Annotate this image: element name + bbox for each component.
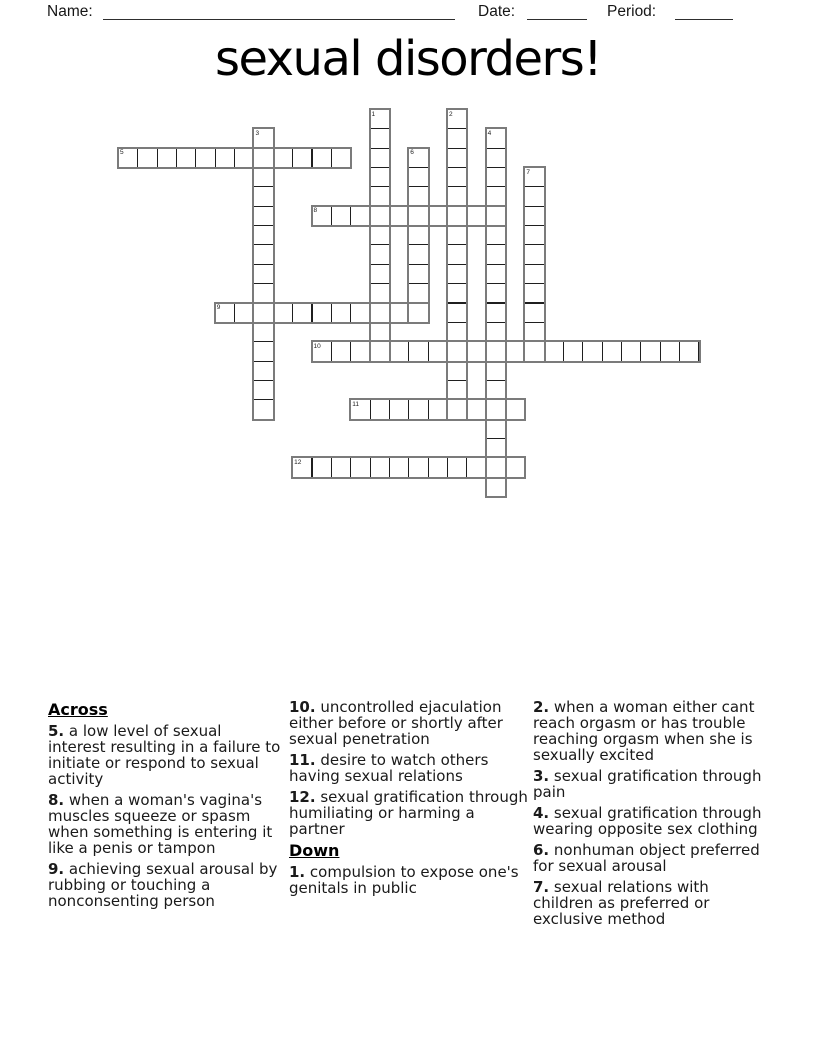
- grid-cell: [408, 244, 428, 264]
- grid-cell: [447, 341, 467, 361]
- clue-across-12: 12. sexual gratification through humiliating or harming a partner: [289, 788, 528, 838]
- grid-cell: [389, 399, 409, 419]
- grid-cell: [195, 148, 215, 168]
- grid-cell: [524, 341, 544, 361]
- grid-cell: [370, 322, 390, 342]
- grid-cell: [486, 264, 506, 284]
- grid-cell: [447, 361, 467, 381]
- grid-cell: [486, 225, 506, 245]
- grid-cell: [524, 244, 544, 264]
- grid-cell: [544, 341, 564, 361]
- grid-cell: [408, 457, 428, 477]
- grid-cell: [505, 457, 525, 477]
- grid-cell: [486, 186, 506, 206]
- grid-cell: [331, 303, 351, 323]
- grid-cell: [486, 244, 506, 264]
- clue-section-header-down: Down: [289, 841, 340, 860]
- grid-cell: [253, 244, 273, 264]
- name-label: Name:: [47, 3, 93, 20]
- grid-number-3: 3: [255, 129, 260, 137]
- grid-cell: [137, 148, 157, 168]
- grid-cell: [408, 206, 428, 226]
- grid-cell: [447, 244, 467, 264]
- grid-cell: [389, 341, 409, 361]
- grid-cell: [292, 303, 312, 323]
- grid-cell: [524, 303, 544, 323]
- grid-cell: [253, 399, 273, 419]
- grid-number-9: 9: [216, 304, 221, 311]
- grid-cell: [428, 399, 448, 419]
- grid-number-11: 11: [352, 400, 359, 408]
- grid-cell: [640, 341, 660, 361]
- grid-cell: [253, 186, 273, 206]
- clue-down-6: 6. nonhuman object preferred for sexual arousal: [533, 841, 760, 875]
- grid-cell: [582, 341, 602, 361]
- grid-cell: [524, 186, 544, 206]
- grid-cell: [447, 457, 467, 477]
- grid-cell: [505, 399, 525, 419]
- grid-cell: [389, 303, 409, 323]
- grid-cell: [370, 283, 390, 303]
- page-title: sexual disorders!: [214, 31, 602, 87]
- clue-down-4: 4. sexual gratification through wearing opposite sex clothing: [533, 804, 762, 838]
- grid-cell: [215, 148, 235, 168]
- grid-cell: [253, 380, 273, 400]
- grid-cell: [486, 148, 506, 168]
- clue-column-1: [48, 699, 281, 914]
- grid-cell: [524, 322, 544, 342]
- clue-number: 10.: [289, 698, 316, 716]
- clue-down-1: 1. compulsion to expose one's genitals in public: [289, 863, 519, 897]
- grid-cell: [370, 264, 390, 284]
- grid-cell: [408, 264, 428, 284]
- grid-number-5: 5: [120, 149, 124, 157]
- clue-down-3: 3. sexual gratification through pain: [533, 767, 762, 801]
- grid-cell: [253, 283, 273, 303]
- grid-cell: [486, 167, 506, 187]
- grid-cell: [447, 186, 467, 206]
- clue-down-7: 7. sexual relations with children as preferred or exclusive method: [533, 878, 710, 928]
- clue-number: 12.: [289, 788, 316, 806]
- grid-cell: [447, 399, 467, 419]
- grid-cell: [370, 128, 390, 148]
- grid-number-4: 4: [487, 129, 492, 137]
- grid-cell: [312, 457, 332, 477]
- grid-cell: [524, 283, 544, 303]
- grid-cell: [486, 477, 506, 497]
- grid-cell: [408, 167, 428, 187]
- clue-number: 5.: [48, 722, 65, 740]
- clue-number: 2.: [533, 698, 550, 716]
- grid-cell: [370, 244, 390, 264]
- grid-cell: [447, 148, 467, 168]
- grid-cell: [428, 457, 448, 477]
- clue-column-3: [533, 699, 773, 932]
- grid-cell: [524, 225, 544, 245]
- grid-cell: [389, 457, 409, 477]
- grid-cell: [408, 283, 428, 303]
- grid-cell: [234, 303, 254, 323]
- grid-cell: [370, 225, 390, 245]
- period-label: Period:: [607, 3, 657, 20]
- grid-cell: [370, 167, 390, 187]
- clue-number: 1.: [289, 863, 306, 881]
- grid-cell: [505, 341, 525, 361]
- grid-cell: [370, 457, 390, 477]
- grid-cell: [370, 186, 390, 206]
- grid-cell: [466, 399, 486, 419]
- clue-number: 8.: [48, 791, 65, 809]
- clue-section-header-across: Across: [48, 700, 108, 719]
- clue-number: 4.: [533, 804, 550, 822]
- grid-cell: [486, 399, 506, 419]
- grid-cell: [408, 341, 428, 361]
- grid-cell: [428, 341, 448, 361]
- grid-cell: [350, 341, 370, 361]
- grid-cell: [370, 206, 390, 226]
- grid-cell: [660, 341, 680, 361]
- clue-number: 9.: [48, 860, 65, 878]
- grid-cell: [312, 148, 332, 168]
- grid-cell: [350, 206, 370, 226]
- grid-cell: [253, 206, 273, 226]
- clue-across-8: 8. when a woman's vagina's muscles squeeze or spasm when something is entering it like a penis or tampon: [48, 791, 273, 857]
- grid-number-12: 12: [294, 458, 302, 466]
- clue-number: 3.: [533, 767, 550, 785]
- clue-across-10: 10. uncontrolled ejaculation either before or shortly after sexual penetration: [289, 698, 503, 748]
- grid-cell: [253, 264, 273, 284]
- clue-down-2: 2. when a woman either cant reach orgasm or has trouble reaching orgasm when she is sexually excited: [533, 698, 755, 764]
- grid-number-7: 7: [526, 168, 530, 176]
- grid-cell: [408, 186, 428, 206]
- grid-cell: [253, 148, 273, 168]
- date-label: Date:: [478, 3, 516, 20]
- grid-cell: [447, 303, 467, 323]
- grid-cell: [331, 457, 351, 477]
- clue-across-5: 5. a low level of sexual interest resulting in a failure to initiate or respond to sexual activity: [48, 722, 281, 788]
- grid-cell: [602, 341, 622, 361]
- grid-cell: [253, 225, 273, 245]
- grid-cell: [253, 361, 273, 381]
- grid-number-2: 2: [448, 110, 453, 118]
- grid-cell: [621, 341, 641, 361]
- grid-cell: [447, 322, 467, 342]
- grid-cell: [447, 380, 467, 400]
- grid-cell: [486, 322, 506, 342]
- grid-cell: [447, 283, 467, 303]
- grid-cell: [486, 341, 506, 361]
- grid-cell: [389, 206, 409, 226]
- grid-cell: [370, 399, 390, 419]
- grid-cell: [486, 283, 506, 303]
- grid-cell: [331, 341, 351, 361]
- grid-cell: [563, 341, 583, 361]
- grid-number-1: 1: [371, 110, 376, 118]
- grid-cell: [292, 148, 312, 168]
- grid-cell: [253, 167, 273, 187]
- grid-cell: [428, 206, 448, 226]
- clue-column-2: [289, 699, 529, 901]
- grid-cell: [466, 457, 486, 477]
- grid-cell: [408, 303, 428, 323]
- grid-cell: [253, 303, 273, 323]
- grid-cell: [447, 128, 467, 148]
- grid-cell: [486, 361, 506, 381]
- grid-cell: [524, 264, 544, 284]
- grid-cell: [273, 303, 293, 323]
- grid-cell: [486, 419, 506, 439]
- grid-cell: [234, 148, 254, 168]
- grid-cell: [176, 148, 196, 168]
- grid-cell: [486, 457, 506, 477]
- grid-cell: [273, 148, 293, 168]
- grid-cell: [350, 303, 370, 323]
- clue-number: 6.: [533, 841, 550, 859]
- grid-cell: [253, 341, 273, 361]
- clue-across-9: 9. achieving sexual arousal by rubbing or touching a nonconsenting person: [48, 860, 278, 910]
- grid-cell: [312, 303, 332, 323]
- grid-number-10: 10: [313, 342, 321, 350]
- grid-cell: [466, 206, 486, 226]
- grid-cell: [157, 148, 177, 168]
- grid-cell: [486, 206, 506, 226]
- grid-cell: [370, 148, 390, 168]
- clue-across-11: 11. desire to watch others having sexual relations: [289, 751, 489, 785]
- grid-cell: [331, 148, 351, 168]
- grid-cell: [370, 341, 390, 361]
- grid-cell: [370, 303, 390, 323]
- grid-cell: [447, 225, 467, 245]
- grid-cell: [486, 380, 506, 400]
- grid-cell: [408, 399, 428, 419]
- grid-cell: [350, 457, 370, 477]
- clue-number: 7.: [533, 878, 550, 896]
- grid-cell: [408, 225, 428, 245]
- grid-cell: [524, 206, 544, 226]
- grid-cell: [331, 206, 351, 226]
- grid-cell: [486, 438, 506, 458]
- grid-number-6: 6: [410, 149, 414, 157]
- clue-number: 11.: [289, 751, 316, 769]
- grid-cell: [679, 341, 699, 361]
- grid-cell: [447, 167, 467, 187]
- grid-number-8: 8: [313, 207, 318, 215]
- grid-cell: [253, 322, 273, 342]
- grid-cell: [447, 206, 467, 226]
- grid-cell: [466, 341, 486, 361]
- grid-cell: [486, 303, 506, 323]
- grid-cell: [447, 264, 467, 284]
